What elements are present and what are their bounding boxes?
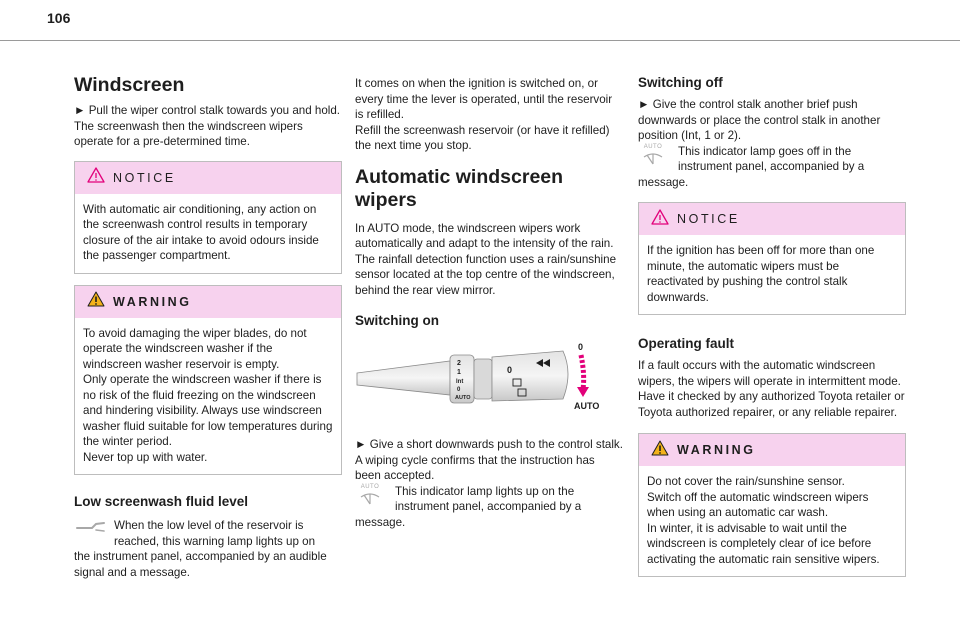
auto-icon-label: AUTO xyxy=(360,483,380,490)
stalk-position-0: 0 xyxy=(578,343,584,352)
heading-operating-fault: Operating fault xyxy=(638,336,735,351)
ring-label-2: 2 xyxy=(457,360,461,367)
wiper-stalk-illustration xyxy=(355,343,623,429)
notice-header xyxy=(75,162,341,194)
paragraph: Have it checked by any authorized Toyota retailer or Toyota authorized repairer, or any reliable repairer. xyxy=(638,390,905,419)
paragraph: Refill the screenwash reservoir (or have it refilled) the next time you stop. xyxy=(355,123,610,152)
paragraph: message. xyxy=(638,175,689,189)
paragraph: A wiping cycle confirms that the instruction has been accepted. xyxy=(355,453,595,482)
notice-header xyxy=(639,203,905,235)
warning-triangle-icon xyxy=(87,291,105,312)
notice-box xyxy=(74,161,342,274)
notice-triangle-icon xyxy=(87,167,105,188)
notice-triangle-icon xyxy=(651,209,669,230)
notice-title: NOTICE xyxy=(677,212,740,226)
warning-header xyxy=(639,434,905,466)
warning-text: To avoid damaging the wiper blades, do not operate the windscreen washer if the windscreen washer reservoir is empty. xyxy=(83,326,307,371)
paragraph: The screenwash then the windscreen wipers operate for a pre-determined time. xyxy=(74,119,303,148)
warning-box xyxy=(638,433,906,577)
column-left xyxy=(74,70,342,580)
section-title-windscreen: Windscreen xyxy=(74,74,185,96)
auto-icon-label: AUTO xyxy=(643,143,663,150)
paragraph: This indicator lamp lights up on the instrument panel, accompanied by a xyxy=(395,484,582,513)
paragraph: The rainfall detection function uses a rain/sunshine sensor located at the top centre of the windscreen, behind the rear view mirror. xyxy=(355,252,617,297)
heading-switching-off: Switching off xyxy=(638,75,723,90)
warning-text: Switch off the automatic windscreen wipers when using an automatic car wash. xyxy=(647,490,869,519)
heading-low-screenwash: Low screenwash fluid level xyxy=(74,494,249,509)
ring-label-0: 0 xyxy=(457,387,461,393)
notice-box xyxy=(638,202,906,315)
page-number: 106 xyxy=(47,10,71,26)
column-middle xyxy=(355,76,623,530)
ring-label-1: 1 xyxy=(457,369,461,376)
warning-text: Do not cover the rain/sunshine sensor. xyxy=(647,475,845,488)
section-title-automatic-wipers: Automatic windscreen wipers xyxy=(355,165,564,211)
column-right xyxy=(638,74,906,577)
warning-header xyxy=(75,286,341,318)
heading-switching-on: Switching on xyxy=(355,313,439,328)
washer-fluid-icon xyxy=(74,518,114,549)
paragraph: the instrument panel, accompanied by an audible signal and a message. xyxy=(74,550,327,579)
paragraph: If a fault occurs with the automatic windscreen wipers, the wipers will operate in intermittent mode. xyxy=(638,359,901,388)
warning-title: WARNING xyxy=(677,443,756,457)
notice-text: If the ignition has been off for more than one minute, the automatic wipers must be reactivated by pushing the control stalk downwards. xyxy=(647,244,875,304)
paragraph: ► Give a short downwards push to the control stalk. xyxy=(355,438,623,451)
ring-label-int: Int xyxy=(456,379,464,385)
warning-text: In winter, it is advisable to wait until the windscreen is completely clear of ice before activating the automatic rain sensitive wipers. xyxy=(647,521,880,566)
notice-title: NOTICE xyxy=(113,170,176,185)
paragraph: message. xyxy=(355,515,406,529)
push-down-arrow-icon xyxy=(577,355,589,397)
paragraph: It comes on when the ignition is switched on, or every time the lever is operated, until the reservoir is refilled. xyxy=(355,77,613,121)
warning-text: Only operate the windscreen washer if there is no risk of the fluid freezing on the windscreen and hindering visibility. Always use windscreen washer fluid suitable for low temperatures during the winter period. xyxy=(83,373,333,448)
header-divider xyxy=(0,40,960,41)
paragraph: ► Give the control stalk another brief push downwards or place the control stalk in another position (Int, 1 or 2). xyxy=(638,98,881,142)
warning-triangle-icon xyxy=(651,440,669,461)
auto-wiper-indicator-icon xyxy=(638,144,678,175)
stalk-position-auto: AUTO xyxy=(574,401,600,411)
warning-box xyxy=(74,285,342,476)
paragraph: When the low level of the reservoir is reached, this warning lamp lights up on xyxy=(114,519,316,548)
warning-title: WARNING xyxy=(113,294,192,309)
notice-text: With automatic air conditioning, any action on the screenwash control results in temporary closure of the air intake to avoid odours inside the passenger compartment. xyxy=(83,202,319,262)
auto-wiper-indicator-icon xyxy=(355,484,395,515)
switch-label-0: 0 xyxy=(507,365,513,375)
paragraph: In AUTO mode, the windscreen wipers work automatically and adapt to the intensity of the rain. xyxy=(355,221,614,250)
paragraph: ► Pull the wiper control stalk towards you and hold. xyxy=(74,104,341,117)
warning-text: Never top up with water. xyxy=(83,450,208,464)
ring-label-auto: AUTO xyxy=(455,395,471,401)
paragraph: This indicator lamp goes off in the instrument panel, accompanied by a xyxy=(678,144,865,173)
